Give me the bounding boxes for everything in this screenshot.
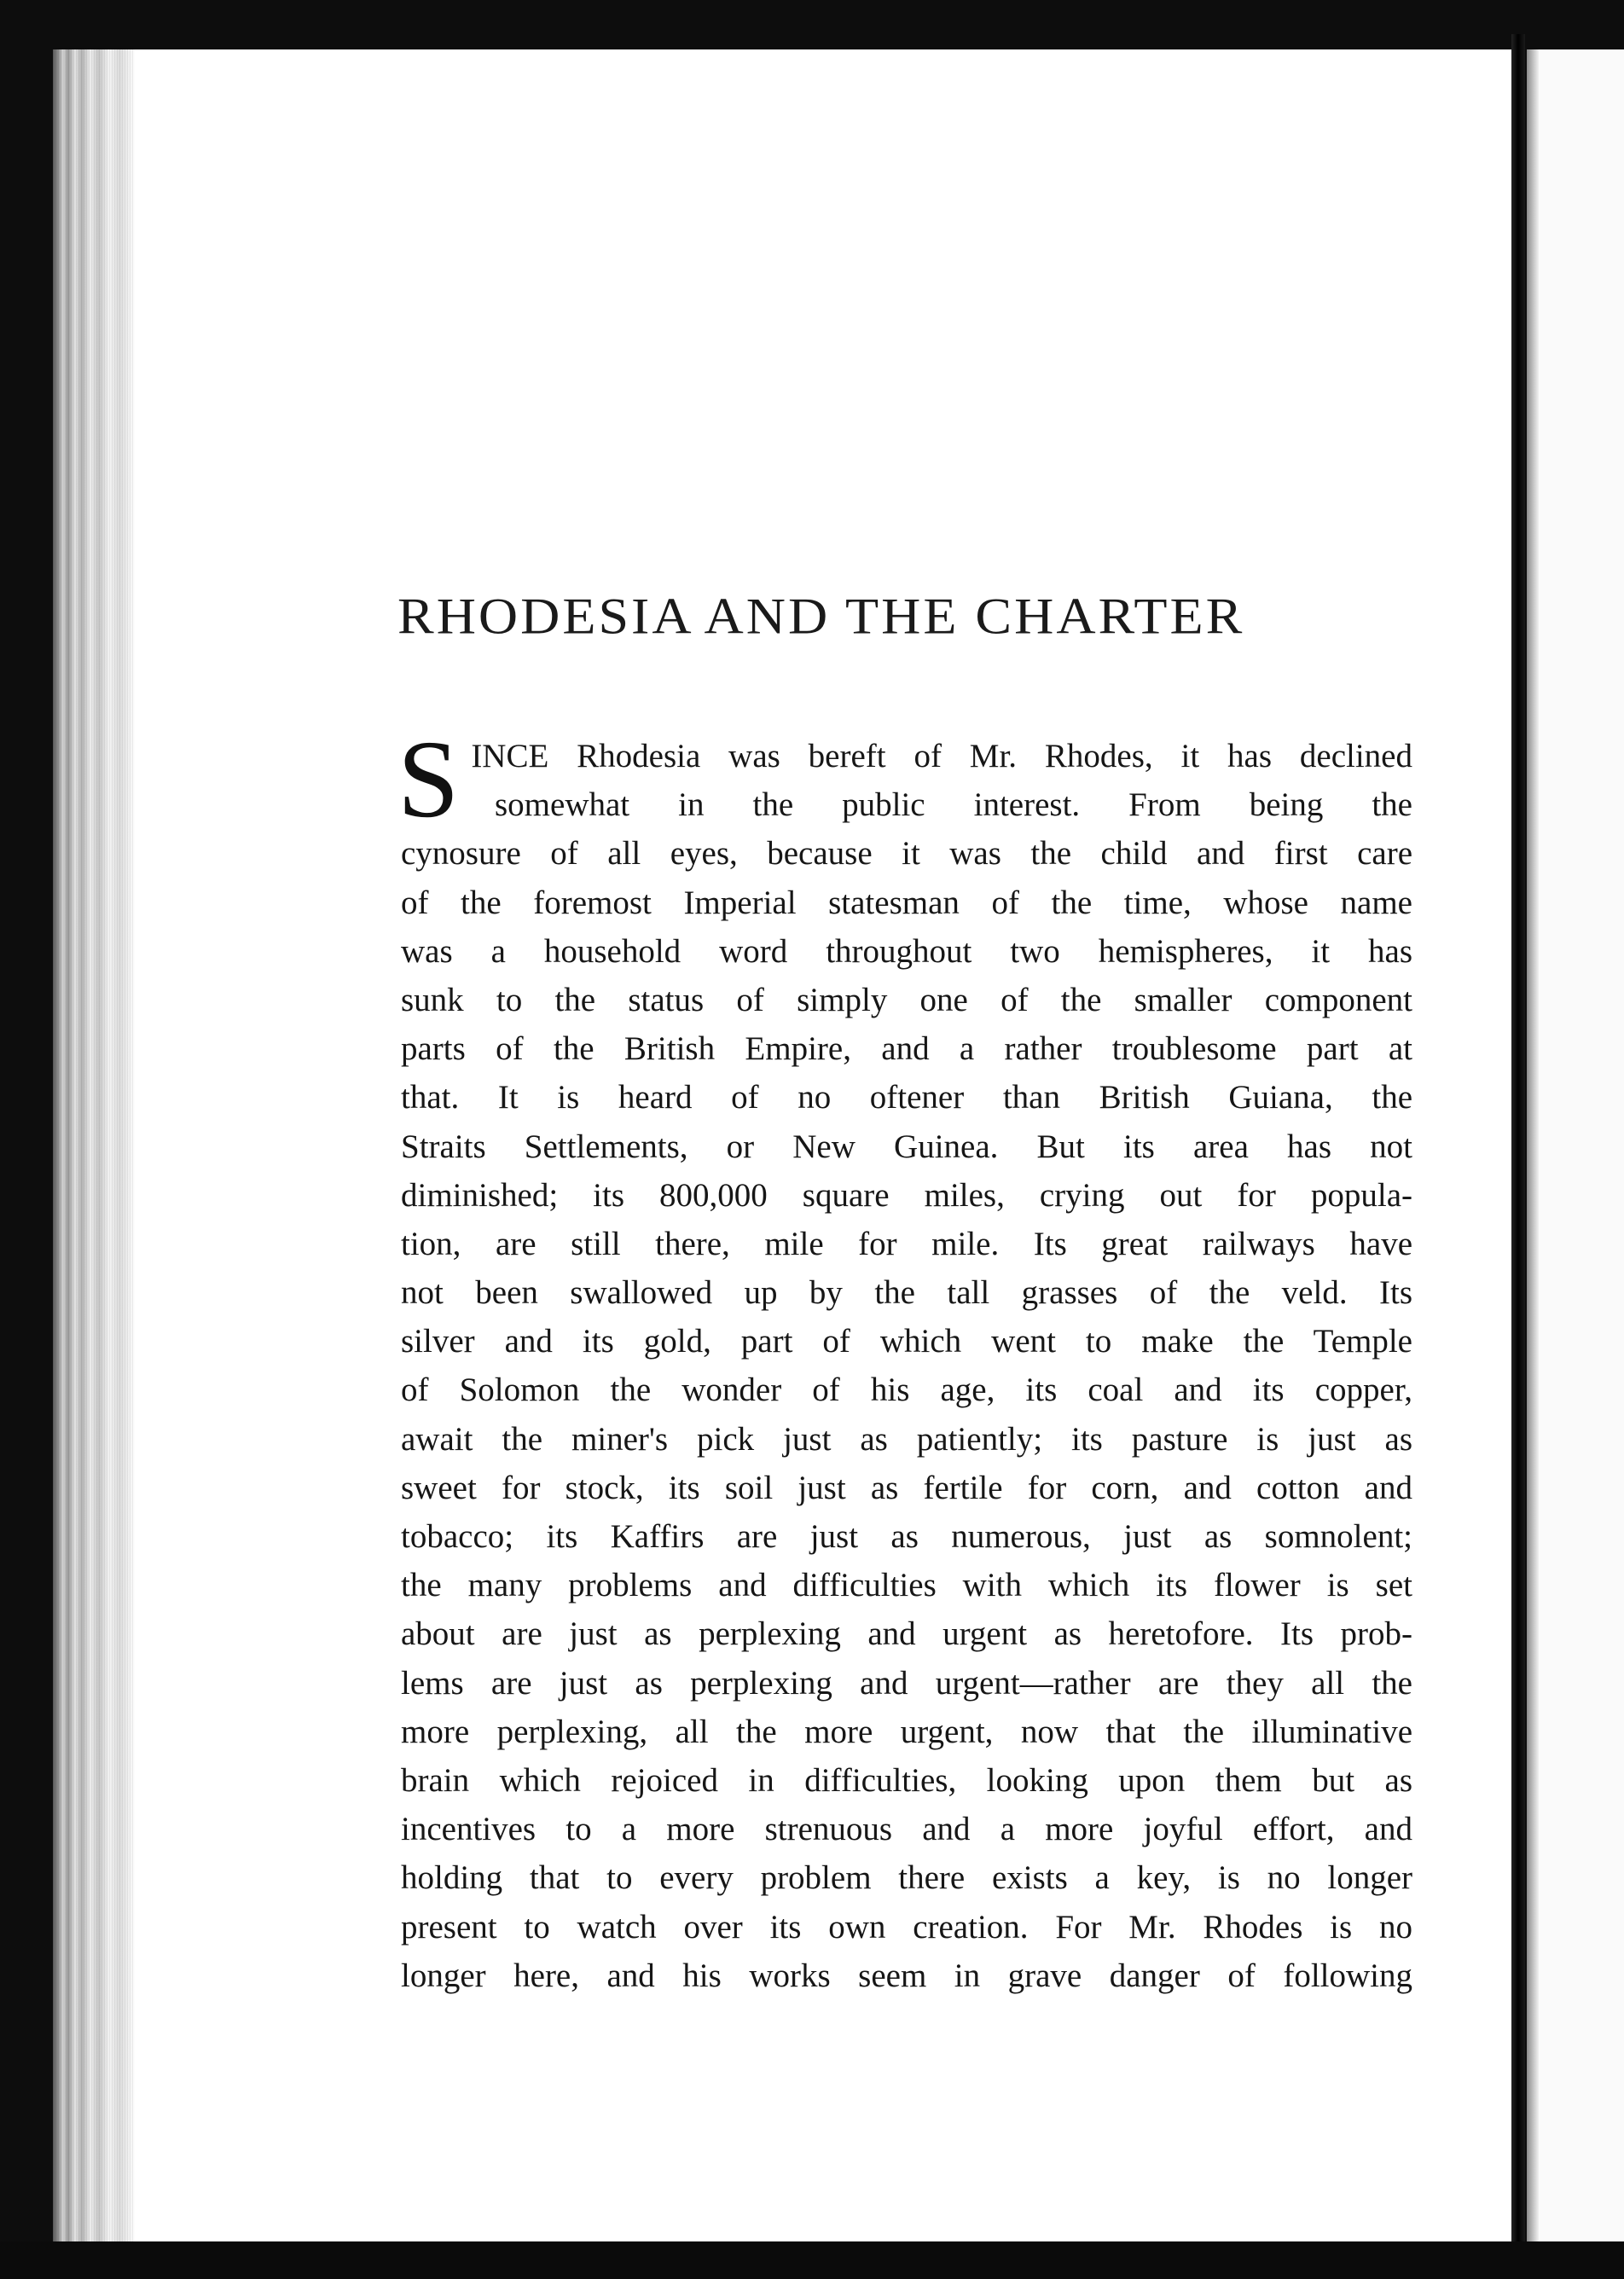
text-line: holding that to every problem there exists a key, is no longer — [401, 1859, 1412, 1897]
text-line: INCE Rhodesia was bereft of Mr. Rhodes, it has declined — [471, 738, 1412, 774]
text-line: brain which rejoiced in difficulties, looking upon them but as — [401, 1761, 1412, 1799]
facing-page-edge — [1527, 49, 1624, 2241]
text-line: Straits Settlements, or New Guinea. But its area has not — [401, 1128, 1412, 1165]
chapter-title: RHODESIA AND THE CHARTER — [397, 587, 1245, 645]
text-line: not been swallowed up by the tall grasses of the veld. Its — [401, 1274, 1412, 1312]
text-line: diminished; its 800,000 square miles, crying out for popula- — [401, 1176, 1412, 1214]
text-line: silver and its gold, part of which went to make the Temple — [401, 1323, 1412, 1360]
page-stack-edge — [53, 49, 135, 2241]
text-line: longer here, and his works seem in grave danger of following — [401, 1957, 1412, 1994]
text-line: await the miner's pick just as patiently; its pasture is just as — [401, 1420, 1412, 1458]
text-line: sunk to the status of simply one of the smaller component — [401, 981, 1412, 1018]
text-line: present to watch over its own creation. For Mr. Rhodes is no — [401, 1908, 1412, 1946]
text-line: tion, are still there, mile for mile. Its great railways have — [401, 1225, 1412, 1262]
text-line: somewhat in the public interest. From being the — [495, 786, 1412, 824]
text-line: of the foremost Imperial statesman of the time, whose name — [401, 884, 1412, 921]
text-line: lems are just as perplexing and urgent—rather are they all the — [401, 1664, 1412, 1702]
text-line: of Solomon the wonder of his age, its coal and its copper, — [401, 1371, 1412, 1409]
text-line: tobacco; its Kaffirs are just as numerous, just as somnolent; — [401, 1518, 1412, 1555]
text-line: was a household word throughout two hemispheres, it has — [401, 932, 1412, 970]
text-line: the many problems and difficulties with which its flower is set — [401, 1567, 1412, 1604]
body-text — [397, 718, 1412, 2000]
text-line: sweet for stock, its soil just as fertile for corn, and cotton and — [401, 1469, 1412, 1506]
scan-border — [0, 2241, 1624, 2279]
drop-cap: S — [397, 718, 460, 841]
text-line: more perplexing, all the more urgent, now that the illuminative — [401, 1713, 1412, 1750]
text-line: that. It is heard of no oftener than British Guiana, the — [401, 1079, 1412, 1116]
text-line: incentives to a more strenuous and a more joyful effort, and — [401, 1811, 1412, 1848]
text-line: parts of the British Empire, and a rather troublesome part at — [401, 1030, 1412, 1068]
text-line: about are just as perplexing and urgent as heretofore. Its prob- — [401, 1615, 1412, 1653]
text-line: cynosure of all eyes, because it was the child and first care — [401, 835, 1412, 873]
book-gutter — [1511, 34, 1525, 2243]
